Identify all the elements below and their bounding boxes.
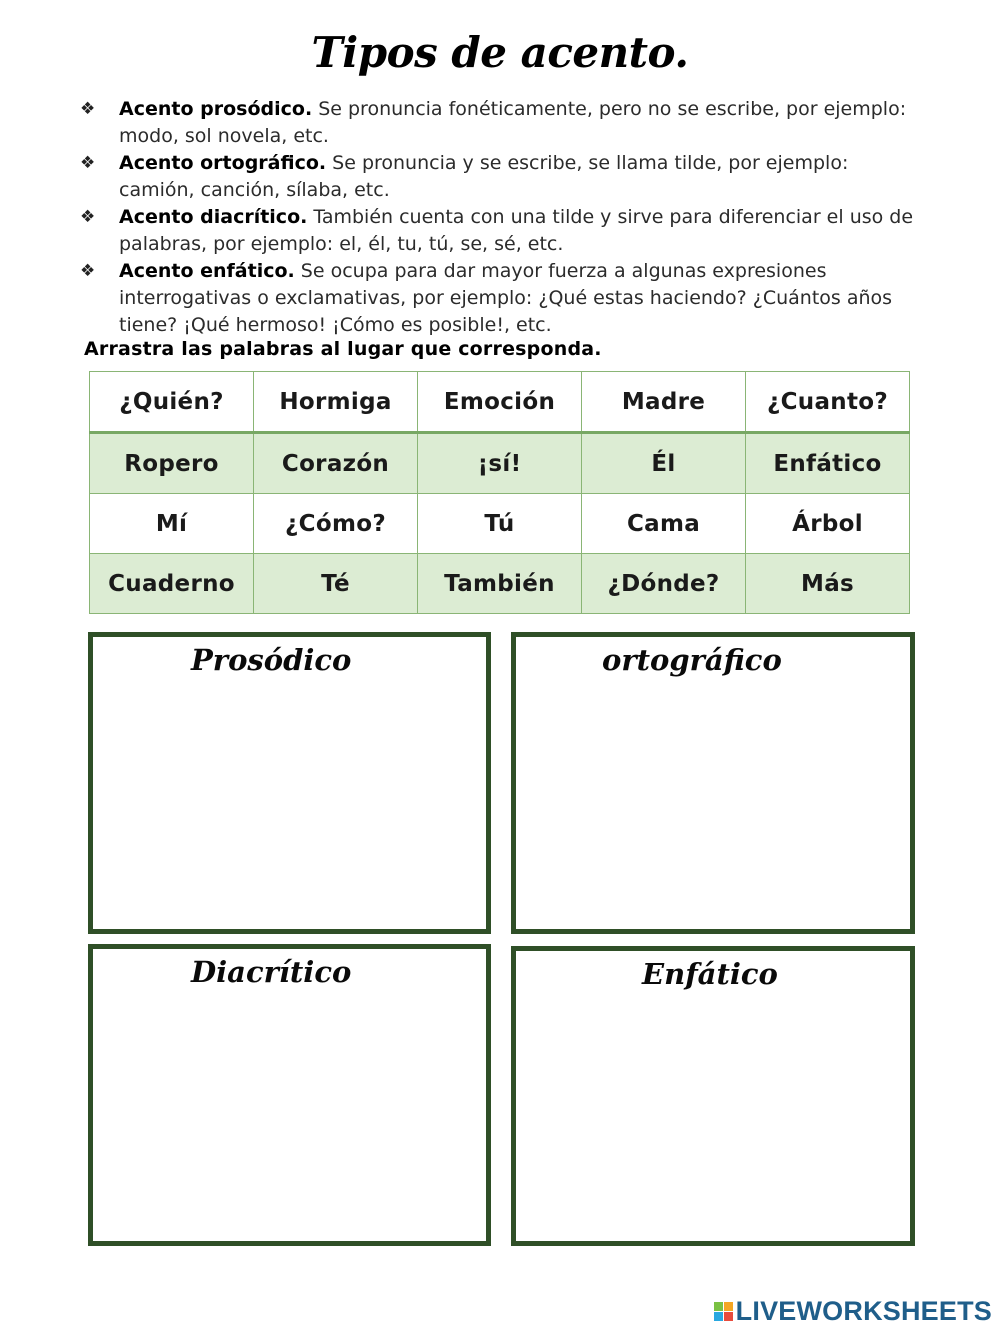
diamond-bullet-icon: ❖ [80, 153, 96, 173]
draggable-word[interactable]: Él [582, 433, 746, 494]
list-item [78, 150, 918, 204]
footer-logo [714, 1296, 992, 1327]
drop-zone-diacritico[interactable] [88, 944, 491, 1246]
definitions-list [78, 96, 918, 339]
draggable-word[interactable]: También [418, 554, 582, 614]
table-row [90, 554, 910, 614]
draggable-word[interactable]: Más [746, 554, 910, 614]
draggable-word[interactable]: Árbol [746, 494, 910, 554]
bullet-text: También cuenta con una tilde y sirve para diferenciar el uso de palabras, por ejemplo: el, él, tu, tú, se, sé, etc. [119, 206, 914, 255]
drop-zone-title: Prosódico [191, 643, 352, 677]
draggable-word[interactable]: Té [254, 554, 418, 614]
drop-zone-title: ortográfico [602, 643, 782, 677]
draggable-word[interactable]: Tú [418, 494, 582, 554]
diamond-bullet-icon: ❖ [80, 207, 96, 227]
list-item [78, 96, 918, 150]
brand-name: LIVEWORKSHEETS [735, 1296, 992, 1326]
draggable-word[interactable]: ¿Dónde? [582, 554, 746, 614]
bullet-term: Acento diacrítico. [119, 206, 308, 228]
draggable-word[interactable]: Corazón [254, 433, 418, 494]
draggable-word[interactable]: ¿Cómo? [254, 494, 418, 554]
liveworksheets-logo-icon [714, 1302, 733, 1321]
drop-zone-enfatico[interactable] [511, 946, 915, 1246]
list-item [78, 204, 918, 258]
bullet-term: Acento ortográfico. [119, 152, 327, 174]
instruction-text: Arrastra las palabras al lugar que corresponda. [84, 338, 602, 360]
draggable-word[interactable]: Emoción [418, 372, 582, 433]
bullet-term: Acento enfático. [119, 260, 295, 282]
drop-zone-title: Enfático [642, 957, 778, 991]
bullet-text: Se ocupa para dar mayor fuerza a algunas expresiones interrogativas o exclamativas, por ejemplo: ¿Qué estas haciendo? ¿Cuántos años tiene? ¡Qué hermoso! ¡Cómo es posible!, etc. [119, 260, 893, 336]
draggable-word[interactable]: Hormiga [254, 372, 418, 433]
drop-zone-title: Diacrítico [191, 955, 352, 989]
draggable-word[interactable]: ¡sí! [418, 433, 582, 494]
draggable-word[interactable]: Enfático [746, 433, 910, 494]
table-row [90, 494, 910, 554]
draggable-word[interactable]: Madre [582, 372, 746, 433]
draggable-word[interactable]: Cuaderno [90, 554, 254, 614]
diamond-bullet-icon: ❖ [80, 261, 96, 281]
draggable-word[interactable]: ¿Cuanto? [746, 372, 910, 433]
bullet-term: Acento prosódico. [119, 98, 313, 120]
word-bank-table [89, 371, 910, 614]
list-item [78, 258, 918, 339]
diamond-bullet-icon: ❖ [80, 99, 96, 119]
drop-zone-ortografico[interactable] [511, 632, 915, 934]
table-row [90, 372, 910, 433]
page-title: Tipos de acento. [311, 28, 689, 77]
bullet-text: Se pronuncia fonéticamente, pero no se escribe, por ejemplo: modo, sol novela, etc. [119, 98, 907, 147]
draggable-word[interactable]: Mí [90, 494, 254, 554]
draggable-word[interactable]: Ropero [90, 433, 254, 494]
draggable-word[interactable]: Cama [582, 494, 746, 554]
drop-zone-prosodico[interactable] [88, 632, 491, 934]
table-row [90, 433, 910, 494]
draggable-word[interactable]: ¿Quién? [90, 372, 254, 433]
bullet-text: Se pronuncia y se escribe, se llama tilde, por ejemplo: camión, canción, sílaba, etc. [119, 152, 849, 201]
